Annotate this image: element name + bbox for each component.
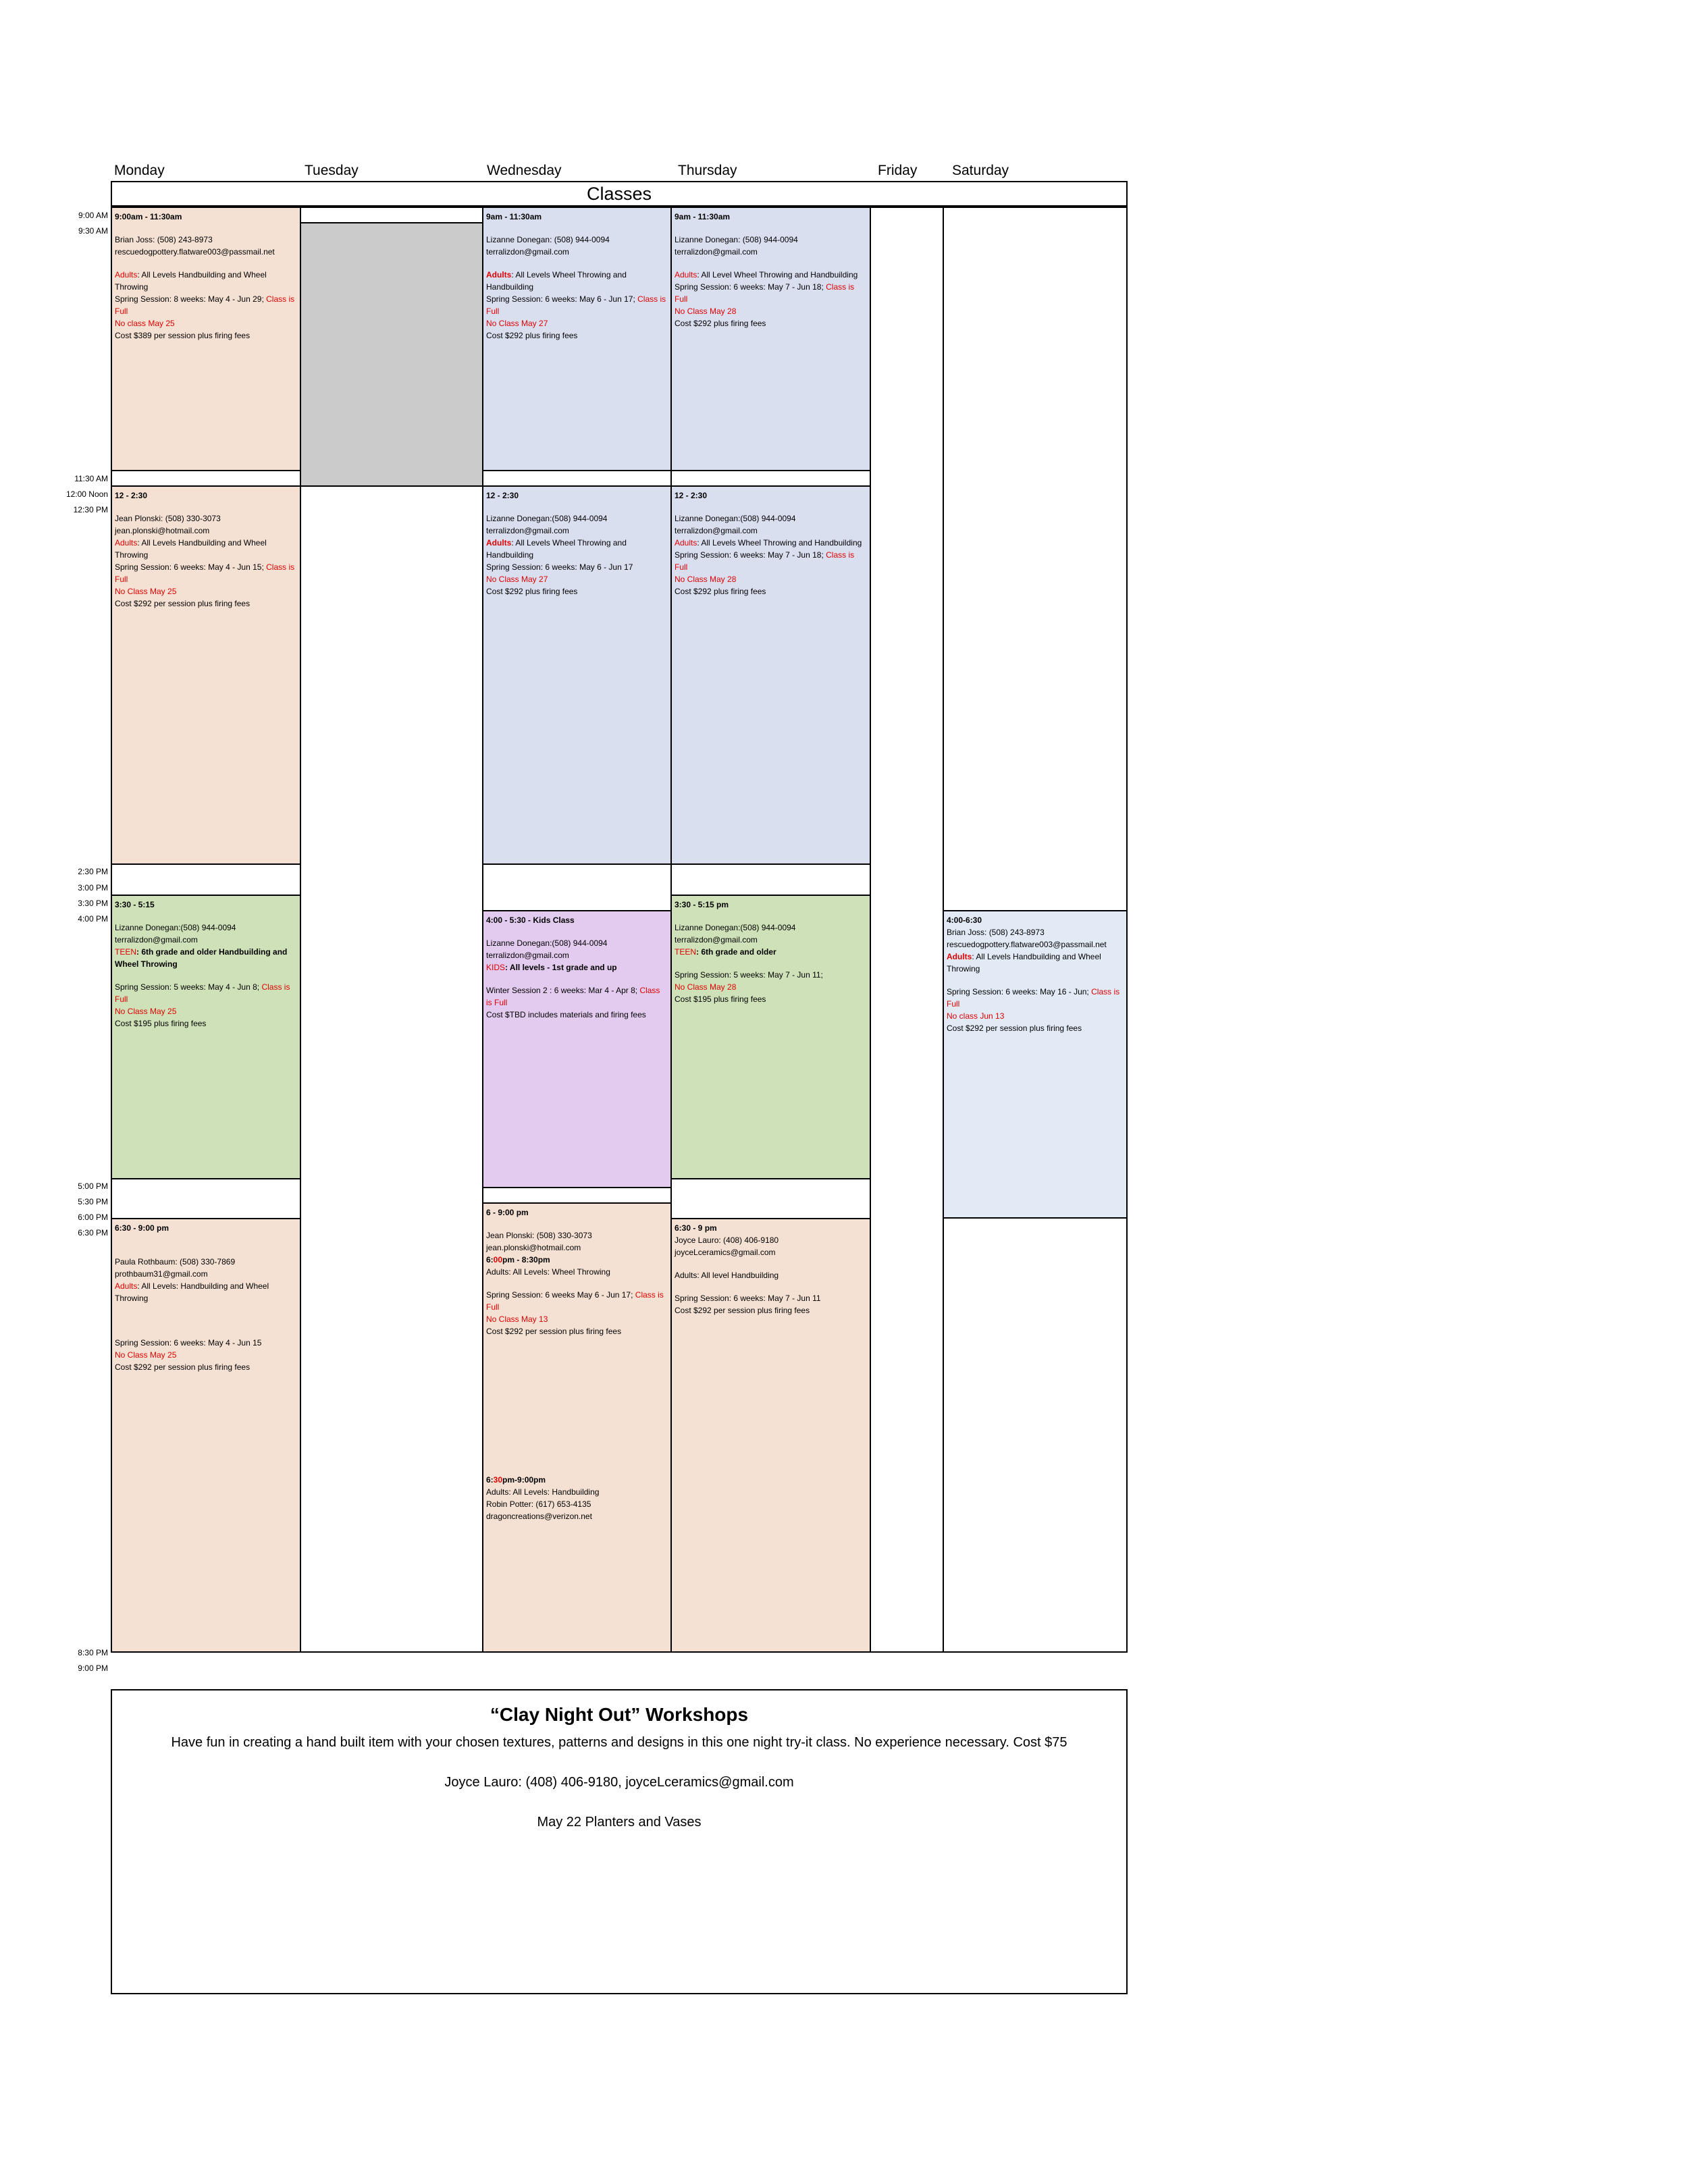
class-card-wednesday-evening[interactable] [482, 1202, 672, 1653]
no-class-note: No Class May 28 [675, 982, 737, 992]
instructor: Brian Joss: (508) 243-8973 [947, 928, 1045, 937]
level-text: : All Levels: Handbuilding and Wheel Throwing [115, 1281, 269, 1303]
email: terralizdon@gmail.com [115, 935, 198, 944]
level-tag: Adults [115, 270, 138, 279]
level-tag: Adults [115, 538, 138, 548]
instructor: Paula Rothbaum: (508) 330-7869 [115, 1257, 236, 1267]
level-tag: Adults [486, 270, 512, 279]
class-card-thursday-evening[interactable] [670, 1218, 871, 1653]
email: jean.plonski@hotmail.com [115, 526, 210, 535]
class-full-badge: Class is Full [115, 294, 295, 316]
no-class-note: No Class May 28 [675, 575, 737, 584]
session: Spring Session: 6 weeks: May 7 - Jun 18; [675, 282, 826, 292]
time-label: 9:30 AM [78, 226, 108, 236]
email: rescuedogpottery.flatware003@passmail.net [115, 247, 275, 257]
session: Spring Session: 8 weeks: May 4 - Jun 29; [115, 294, 267, 304]
class-time: 9am - 11:30am [675, 212, 731, 221]
class-time: 4:00 - 5:30 - Kids Class [486, 915, 575, 925]
time-label: 5:30 PM [78, 1197, 108, 1206]
class-time: 3:30 - 5:15 [115, 900, 155, 909]
sub2-time-hour: 6: [486, 1475, 494, 1485]
cost: Cost $292 plus firing fees [675, 587, 766, 596]
instructor: Lizanne Donegan:(508) 944-0094 [675, 923, 796, 932]
time-label: 4:00 PM [78, 914, 108, 924]
instructor: Jean Plonski: (508) 330-3073 [486, 1231, 592, 1240]
instructor: Lizanne Donegan: (508) 944-0094 [486, 235, 610, 244]
class-full-badge: Class is Full [486, 294, 666, 316]
class-card-monday-morning[interactable] [111, 207, 301, 471]
cost: Cost $292 per session plus firing fees [675, 1306, 810, 1315]
class-full-badge: Class is Full [115, 982, 290, 1004]
email: terralizdon@gmail.com [675, 247, 758, 257]
email: terralizdon@gmail.com [486, 951, 569, 960]
level-tag: Adults [486, 538, 512, 548]
workshop-box [111, 1689, 1128, 1994]
workshop-title: “Clay Night Out” Workshops [490, 1704, 749, 1725]
no-class-note: No class Jun 13 [947, 1011, 1005, 1021]
class-time: 3:30 - 5:15 pm [675, 900, 729, 909]
level-text: : All Levels Handbuilding and Wheel Throwing [115, 538, 267, 560]
no-class-note: No Class May 27 [486, 575, 548, 584]
day-header-tuesday: Tuesday [305, 163, 359, 178]
class-card-wednesday-morning[interactable] [482, 207, 672, 471]
instructor: Jean Plonski: (508) 330-3073 [115, 514, 221, 523]
sub-time-minutes: 00 [493, 1255, 503, 1264]
cost: Cost $195 plus firing fees [115, 1019, 207, 1028]
level-tag: Adults [675, 538, 697, 548]
level-tag: Adults [947, 952, 972, 961]
level-text: : All Levels Wheel Throwing and Handbuilding [486, 270, 627, 292]
class-full-badge: Class is Full [486, 986, 660, 1007]
time-label: 6:00 PM [78, 1213, 108, 1222]
no-class-note: No Class May 25 [115, 1350, 177, 1360]
level-text: : All Level Wheel Throwing and Handbuilding [697, 270, 858, 279]
column-friday [870, 207, 944, 1653]
email: terralizdon@gmail.com [486, 247, 569, 257]
session: Spring Session: 6 weeks: May 6 - Jun 17 [486, 562, 633, 572]
session: Spring Session: 6 weeks: May 7 - Jun 11 [675, 1294, 821, 1303]
email: terralizdon@gmail.com [675, 526, 758, 535]
class-time: 6:30 - 9:00 pm [115, 1223, 169, 1233]
session: Spring Session: 6 weeks: May 7 - Jun 18; [675, 550, 826, 560]
level-tag: Adults [115, 1281, 138, 1291]
cost: Cost $195 plus firing fees [675, 994, 766, 1004]
class-card-thursday-morning[interactable] [670, 207, 871, 471]
tuesday-unavailable-block [300, 222, 483, 487]
class-full-badge: Class is Full [947, 987, 1120, 1009]
class-time: 6:30 - 9 pm [675, 1223, 717, 1233]
cost: Cost $292 plus firing fees [486, 587, 578, 596]
sub2-time-rest: pm-9:00pm [502, 1475, 546, 1485]
class-card-thursday-noon[interactable] [670, 485, 871, 865]
cost: Cost $389 per session plus firing fees [115, 331, 250, 340]
email: terralizdon@gmail.com [675, 935, 758, 944]
session: Winter Session 2 : 6 weeks: Mar 4 - Apr 8; [486, 986, 640, 995]
session: Spring Session: 6 weeks: May 16 - Jun; [947, 987, 1092, 996]
class-full-badge: Class is Full [675, 282, 855, 304]
level-tag: Adults [675, 270, 697, 279]
no-class-note: No Class May 25 [115, 587, 177, 596]
email: prothbaum31@gmail.com [115, 1269, 208, 1279]
class-card-wednesday-kids[interactable] [482, 910, 672, 1188]
email: terralizdon@gmail.com [486, 526, 569, 535]
level-tag: TEEN [675, 947, 697, 957]
class-card-thursday-afternoon[interactable] [670, 895, 871, 1179]
level-text: : All Levels Handbuilding and Wheel Throwing [115, 270, 267, 292]
time-label: 12:30 PM [73, 505, 108, 514]
class-time: 12 - 2:30 [115, 491, 148, 500]
level-text: : All Levels Handbuilding and Wheel Throwing [947, 952, 1101, 974]
email: jean.plonski@hotmail.com [486, 1243, 581, 1252]
workshop-contact: Joyce Lauro: (408) 406-9180, joyceLceramics@gmail.com [444, 1775, 794, 1790]
day-header-friday: Friday [878, 163, 918, 178]
class-card-monday-afternoon[interactable] [111, 895, 301, 1179]
level-tag: TEEN [115, 947, 137, 957]
no-class-note: No Class May 27 [486, 319, 548, 328]
cost: Cost $292 per session plus firing fees [115, 599, 250, 608]
level-text: : 6th grade and older Handbuilding and Wheel Throwing [115, 947, 288, 969]
instructor: Lizanne Donegan:(508) 944-0094 [115, 923, 236, 932]
no-class-note: No Class May 13 [486, 1314, 548, 1324]
class-time: 6 - 9:00 pm [486, 1208, 529, 1217]
class-card-saturday-afternoon[interactable] [943, 910, 1128, 1219]
class-card-monday-evening[interactable] [111, 1218, 301, 1653]
class-full-badge: Class is Full [675, 550, 855, 572]
level-text: Adults: All level Handbuilding [675, 1271, 779, 1280]
level-text: : All levels - 1st grade and up [505, 963, 617, 972]
time-label: 5:00 PM [78, 1181, 108, 1191]
cost: Cost $292 plus firing fees [675, 319, 766, 328]
cost: Cost $292 plus firing fees [486, 331, 578, 340]
instructor: Lizanne Donegan:(508) 944-0094 [486, 514, 608, 523]
session: Spring Session: 6 weeks: May 6 - Jun 17; [486, 294, 638, 304]
workshop-date: May 22 Planters and Vases [537, 1815, 702, 1830]
session: Spring Session: 6 weeks: May 4 - Jun 15 [115, 1338, 262, 1348]
class-card-wednesday-noon[interactable] [482, 485, 672, 865]
cost: Cost $292 per session plus firing fees [947, 1023, 1082, 1033]
classes-banner: Classes [111, 181, 1128, 207]
instructor: Lizanne Donegan:(508) 944-0094 [486, 938, 608, 948]
level-text: : 6th grade and older [696, 947, 776, 957]
sub-time-rest: pm - 8:30pm [502, 1255, 550, 1264]
cost: Cost $TBD includes materials and firing fees [486, 1010, 646, 1019]
no-class-note: No class May 25 [115, 319, 175, 328]
no-class-note: No Class May 25 [115, 1007, 177, 1016]
time-label: 9:00 PM [78, 1663, 108, 1673]
instructor: Brian Joss: (508) 243-8973 [115, 235, 213, 244]
instructor: Lizanne Donegan:(508) 944-0094 [675, 514, 796, 523]
workshop-description: Have fun in creating a hand built item with your chosen textures, patterns and designs in this one night try-it class. No experience necessary. Cost $75 [171, 1735, 1067, 1750]
time-label: 12:00 Noon [65, 489, 108, 499]
time-label: 3:00 PM [78, 883, 108, 893]
level-text: Adults: All Levels: Wheel Throwing [486, 1267, 610, 1277]
instructor: Joyce Lauro: (408) 406-9180 [675, 1235, 779, 1245]
day-header-wednesday: Wednesday [487, 163, 562, 178]
time-label: 2:30 PM [78, 867, 108, 876]
class-time: 9am - 11:30am [486, 212, 542, 221]
time-label: 6:30 PM [78, 1228, 108, 1237]
sub2-time-minutes: 30 [493, 1475, 503, 1485]
email: rescuedogpottery.flatware003@passmail.net [947, 940, 1107, 949]
day-header-thursday: Thursday [678, 163, 737, 178]
class-card-monday-noon[interactable] [111, 485, 301, 865]
instructor: Lizanne Donegan: (508) 944-0094 [675, 235, 798, 244]
time-label: 3:30 PM [78, 899, 108, 908]
session: Spring Session: 5 weeks: May 7 - Jun 11; [675, 970, 823, 980]
class-time: 4:00-6:30 [947, 915, 982, 925]
time-label: 11:30 AM [74, 474, 108, 483]
class-full-badge: Class is Full [486, 1290, 664, 1312]
session: Spring Session: 6 weeks: May 4 - Jun 15; [115, 562, 267, 572]
class-full-badge: Class is Full [115, 562, 295, 584]
class-time: 9:00am - 11:30am [115, 212, 182, 221]
no-class-note: No Class May 28 [675, 307, 737, 316]
sub2-instructor: Robin Potter: (617) 653-4135 [486, 1499, 591, 1509]
time-label: 9:00 AM [78, 211, 108, 220]
level-text: : All Levels Wheel Throwing and Handbuilding [697, 538, 862, 548]
level-text: : All Levels Wheel Throwing and Handbuilding [486, 538, 627, 560]
sub2-level: Adults: All Levels: Handbuilding [486, 1487, 600, 1497]
sub-time-hour: 6: [486, 1255, 494, 1264]
class-time: 12 - 2:30 [486, 491, 519, 500]
cost: Cost $292 per session plus firing fees [486, 1327, 622, 1336]
email: joyceLceramics@gmail.com [675, 1248, 776, 1257]
day-header-saturday: Saturday [952, 163, 1009, 178]
level-tag: KIDS [486, 963, 506, 972]
sub2-email: dragoncreations@verizon.net [486, 1512, 592, 1521]
cost: Cost $292 per session plus firing fees [115, 1362, 250, 1372]
day-header-monday: Monday [114, 163, 165, 178]
session: Spring Session: 6 weeks May 6 - Jun 17; [486, 1290, 635, 1300]
time-label: 8:30 PM [78, 1648, 108, 1657]
session: Spring Session: 5 weeks: May 4 - Jun 8; [115, 982, 262, 992]
class-time: 12 - 2:30 [675, 491, 708, 500]
